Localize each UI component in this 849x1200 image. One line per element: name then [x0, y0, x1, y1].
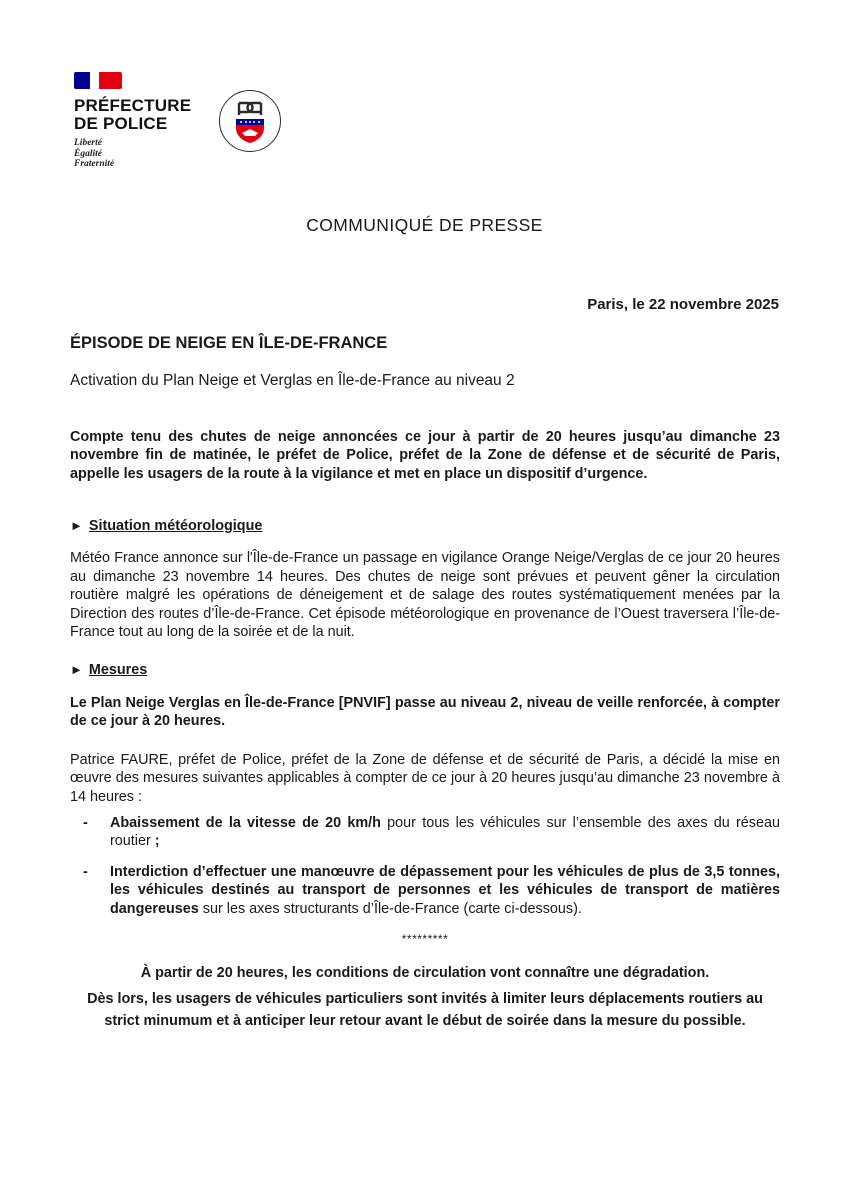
logo-line-1: PRÉFECTURE: [74, 96, 192, 115]
section-heading-measures: [70, 661, 780, 679]
closing-line-2: Dès lors, les usagers de véhicules particuliers sont invités à limiter leurs déplacements routiers au strict minumum et à anticiper leur retour avant le début de soirée dans la mesure du possible.: [87, 991, 763, 1030]
list-dash: -: [83, 863, 88, 880]
measures-paragraph: Patrice FAURE, préfet de Police, préfet de la Zone de défense et de sécurité de Paris, a décidé la mise en œuvre des mesures suivantes applicables à compter de ce jour à 20 heures jusqu’au dimanche 23 novembre à 14 heures :: [70, 751, 780, 805]
section-title-weather: Situation météorologique: [88, 518, 263, 535]
measure-bold: Interdiction d’effectuer une manœuvre de dépassement pour les véhicules de plus de 3,5 tonnes, les véhicules destinés au transport de personnes et les véhicules de transport de matières dangereuses: [110, 863, 780, 917]
lead-paragraph: Compte tenu des chutes de neige annoncées ce jour à partir de 20 heures jusqu’au dimanche 23 novembre fin de matinée, le préfet de Police, préfet de la Zone de défense et de sécurité de Paris, appelle les usagers de la route à la vigilance et met en place un dispositif d’urgence.: [70, 428, 780, 482]
logo-line-2: DE POLICE: [74, 114, 168, 133]
motto-egalite: Égalité: [74, 148, 102, 159]
motto-fraternite: Fraternité: [74, 159, 115, 169]
prefecture-police-seal-icon: [219, 90, 281, 152]
measure-text: pour tous les véhicules sur l’ensemble des axes du réseau routier: [110, 814, 780, 850]
list-item: [70, 863, 780, 918]
closing-block: [70, 962, 780, 1032]
weather-paragraph: Météo France annonce sur l'Île-de-France un passage en vigilance Orange Neige/Verglas de ce jour 20 heures au dimanche 23 novembre 14 heures. Des chutes de neige sont prévues et peuvent gêner la circulation routière malgré les opérations de déneigement et de salage des routes systématiquement menées par la Direction des routes d’Île-de-France. Cet épisode météorologique en provenance de l’Ouest traversera l’Île-de-France tout au long de la soirée et de la nuit.: [70, 550, 780, 641]
headline: ÉPISODE DE NEIGE EN ÎLE-DE-FRANCE: [70, 334, 388, 352]
section-title-measures: Mesures: [88, 662, 148, 679]
marianne-flag-icon: [74, 72, 122, 89]
measures-bold-paragraph: Le Plan Neige Verglas en Île-de-France [PNVIF] passe au niveau 2, niveau de veille renforcée, à compter de ce jour à 20 heures.: [70, 694, 780, 730]
measure-text: sur les axes structurants d’Île-de-France (carte ci-dessous).: [198, 900, 582, 917]
release-date: Paris, le 22 novembre 2025: [587, 296, 779, 313]
subtitle: Activation du Plan Neige et Verglas en Île-de-France au niveau 2: [70, 372, 515, 390]
list-dash: -: [83, 814, 88, 831]
measure-bold: Abaissement de la vitesse de 20 km/h: [110, 814, 381, 831]
measures-list: [70, 814, 780, 918]
press-release-label: COMMUNIQUÉ DE PRESSE: [306, 215, 543, 235]
motto-liberte: Liberté: [74, 138, 102, 148]
closing-line-1: À partir de 20 heures, les conditions de circulation vont connaître une dégradation.: [140, 965, 710, 982]
logo-title: [74, 97, 204, 133]
triangle-right-icon: ►: [70, 518, 83, 534]
document-body: [70, 334, 780, 1036]
republic-motto: [74, 138, 204, 170]
prefecture-logo: [74, 72, 204, 170]
triangle-right-icon: ►: [70, 662, 83, 678]
list-item: [70, 814, 780, 851]
measure-tail: ;: [150, 833, 160, 850]
section-heading-weather: [70, 517, 780, 535]
separator: *********: [401, 931, 449, 946]
